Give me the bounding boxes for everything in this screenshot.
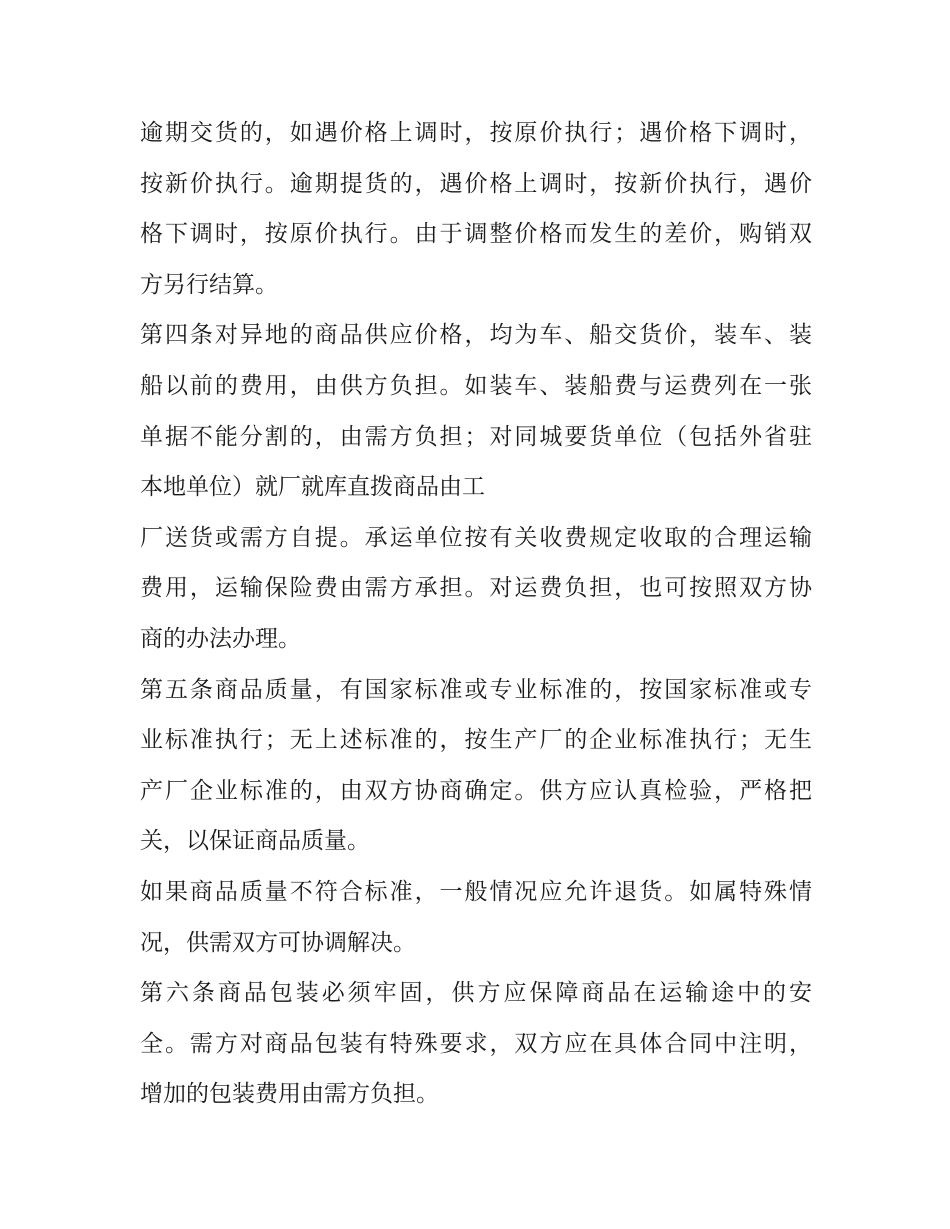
text-line: 费用，运输保险费由需方承担。对运费负担，也可按照双方协 xyxy=(140,575,812,602)
document-body xyxy=(140,108,812,1120)
paragraph-overdue-delivery xyxy=(140,108,812,310)
paragraph-quality-returns xyxy=(140,867,812,968)
text-line: 本地单位）就厂就库直拨商品由工 xyxy=(140,474,485,501)
paragraph-article-5 xyxy=(140,665,812,867)
text-line: 增加的包装费用由需方负担。 xyxy=(140,1081,439,1108)
paragraph-transport-costs xyxy=(140,513,812,665)
text-line: 产厂企业标准的，由双方协商确定。供方应认真检验，严格把 xyxy=(140,777,812,804)
text-line: 关，以保证商品质量。 xyxy=(140,828,370,855)
text-line: 厂送货或需方自提。承运单位按有关收费规定收取的合理运输 xyxy=(140,524,812,551)
text-line: 格下调时，按原价执行。由于调整价格而发生的差价，购销双 xyxy=(140,221,812,248)
text-line: 单据不能分割的，由需方负担；对同城要货单位（包括外省驻 xyxy=(140,423,812,450)
text-line: 逾期交货的，如遇价格上调时，按原价执行；遇价格下调时， xyxy=(140,120,812,146)
text-line: 船以前的费用，由供方负担。如装车、装船费与运费列在一张 xyxy=(140,372,812,399)
text-line: 全。需方对商品包装有特殊要求，双方应在具体合同中注明， xyxy=(140,1030,812,1057)
text-line: 业标准执行；无上述标准的，按生产厂的企业标准执行；无生 xyxy=(140,727,812,754)
text-line: 第五条商品质量，有国家标准或专业标准的，按国家标准或专 xyxy=(140,676,812,703)
paragraph-article-4 xyxy=(140,310,812,512)
text-line: 如果商品质量不符合标准，一般情况应允许退货。如属特殊情 xyxy=(140,878,812,905)
text-line: 方另行结算。 xyxy=(140,271,278,298)
paragraph-article-6 xyxy=(140,968,812,1120)
text-line: 第四条对异地的商品供应价格，均为车、船交货价，装车、装 xyxy=(140,322,812,349)
text-line: 况，供需双方可协调解决。 xyxy=(140,929,416,956)
text-line: 第六条商品包装必须牢固，供方应保障商品在运输途中的安 xyxy=(140,980,812,1007)
text-line: 按新价执行。逾期提货的，遇价格上调时，按新价执行，遇价 xyxy=(140,170,812,197)
text-line: 商的办法办理。 xyxy=(140,625,301,652)
